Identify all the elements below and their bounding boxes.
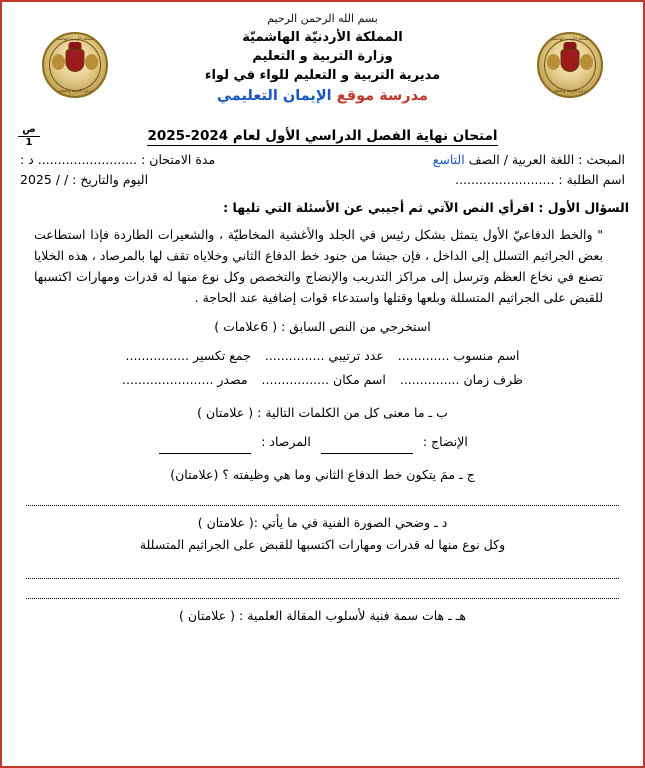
school-name-part1: مدرسة موقع: [336, 88, 428, 104]
answer-blank-time-adverb: ظرف زمان ...............: [399, 372, 523, 387]
subject-label: المبحث :: [578, 152, 625, 167]
part-d-answer-blank-1: [26, 566, 619, 579]
duration-label: مدة الامتحان :: [141, 152, 216, 167]
directorate-line: مديرية التربية و التعليم للواء في لواء: [204, 68, 441, 83]
part-d-quote: وكل نوع منها له قدرات ومهارات اكتسبها للقبض على الجراثيم المتسللة: [139, 537, 506, 552]
subject-value: اللغة العربية /: [503, 152, 575, 167]
crest-right-bottom-text: وزارة التربية والتعليم: [552, 88, 588, 93]
part-d-answer-blank-2: [26, 586, 619, 599]
part-c-answer-blank: [26, 493, 619, 506]
part-a-line-1: [16, 344, 629, 368]
part-b-heading: ب ـ ما معنى كل من الكلمات التالية : ( علامتان ): [197, 405, 448, 420]
page-number-bottom: 1: [25, 137, 33, 148]
student-label: اسم الطلبة :: [558, 172, 625, 187]
document-header: [16, 8, 629, 120]
answer-blank-broken-plural: جمع تكسير ................: [125, 348, 251, 363]
page-number-top: ص: [22, 124, 36, 135]
answer-blank-place-noun: اسم مكان .................: [261, 372, 386, 387]
questions-body: [16, 198, 629, 627]
date-field: [20, 170, 148, 190]
reading-passage-text: " والخط الدفاعيّ الأول يتمثل بشكل رئيس في الجلد والأغشية المخاطيّة ، والشعيرات الطاردة فإذا استطاعت بعض الجراثيم التسلل إلى الداخل ، فإن جيشا من جنود خط الدفاع الثاني وخلاياه تقف لها بالمرصاد ، هذه الخلايا تصنع في نخاع العظم وترسل إلى مراكز التدريب والإنضاج والتخصص وكل نوع منها له قدرات ومهارات اكتسبها للقبض على الجراثيم المتسللة وبلعها وقتلها واستدعاء قوات إضافية عند الحاجة .: [34, 227, 603, 305]
duration-field: [20, 150, 215, 170]
info-row-student: [16, 170, 629, 190]
school-name: [16, 88, 629, 104]
date-label: اليوم والتاريخ :: [72, 172, 149, 187]
crest-left-bottom-text: وزارة التربية والتعليم: [57, 88, 93, 93]
answer-blank-relative-noun: اسم منسوب .............: [397, 348, 520, 363]
duration-value: .........................: [37, 152, 138, 167]
answer-blank-masdar: مصدر .......................: [122, 372, 248, 387]
question-1-heading: السؤال الأول : اقرأي النص الآتي ثم أجيبي عن الأسئلة التي تليها :: [223, 200, 629, 215]
page-number-box: [18, 124, 40, 148]
part-b-item-1-label: المرصاد :: [261, 434, 311, 449]
class-value: التاسع: [432, 152, 465, 167]
part-b-item-2-label: الإنضاج :: [422, 434, 468, 449]
student-value: .........................: [455, 172, 555, 187]
answer-blank-ordinal-number: عدد ترتيبي ...............: [264, 348, 384, 363]
basmala-line: بسم الله الرحمن الرحيم: [267, 12, 378, 25]
ministry-line: وزارة التربية و التعليم: [252, 49, 393, 64]
part-a-line-2: [16, 368, 629, 392]
duration-unit-label: د :: [20, 152, 34, 167]
part-e-heading: هـ ـ هات سمة فنية لأسلوب المقالة العلمية : ( علامتان ): [178, 608, 467, 623]
crest-left-top-text: المملكة الأردنية الهاشمية: [54, 36, 96, 41]
date-value: / / 2025: [20, 172, 69, 187]
part-b-answer-row: [16, 430, 629, 454]
part-b-item-1-blank: [159, 441, 251, 454]
exam-title: امتحان نهاية الفصل الدراسي الأول لعام 2024-2025: [147, 128, 498, 144]
jordan-emblem-right-icon: [537, 32, 603, 98]
part-c-heading: ج ـ ممَ يتكون خط الدفاع الثاني وما هي وظيفته ؟ (علامتان): [170, 467, 475, 482]
class-label: الصف: [468, 152, 500, 167]
jordan-emblem-left-icon: [42, 32, 108, 98]
country-line: المملكة الأردنيّة الهاشميّة: [242, 30, 403, 45]
info-row-subject: [16, 150, 629, 170]
subject-field: [433, 150, 625, 170]
student-field: [455, 170, 625, 190]
exam-title-row: [16, 124, 629, 148]
exam-info-block: [16, 150, 629, 190]
part-d-heading: د ـ وضحي الصورة الفنية في ما يأتي :( علامتان ): [197, 515, 448, 530]
school-name-part2: الإيمان التعليمي: [217, 88, 332, 104]
part-b-item-2-blank: [321, 441, 413, 454]
reading-passage: [16, 222, 629, 310]
crest-right-top-text: المملكة الأردنية الهاشمية: [549, 36, 591, 41]
part-a-heading: استخرجي من النص السابق : ( 6علامات ): [214, 319, 431, 334]
